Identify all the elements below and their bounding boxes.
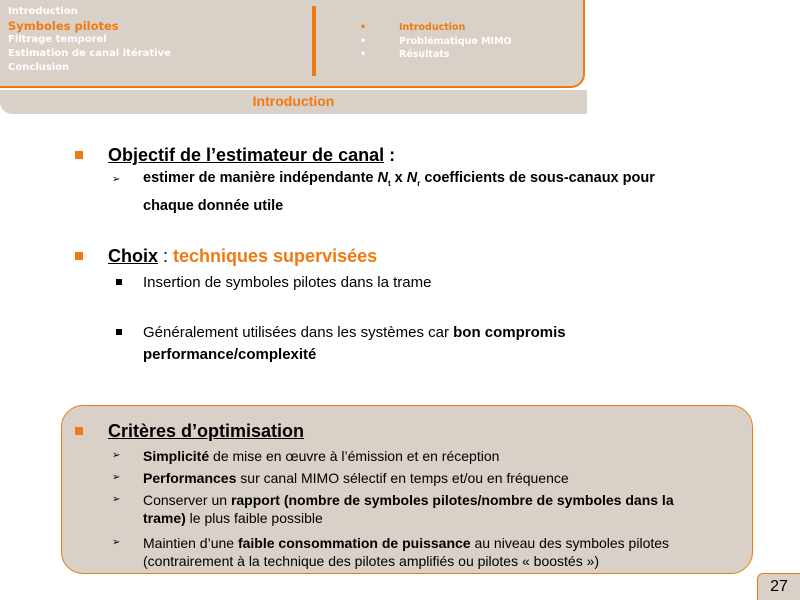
bullet-dot: • (360, 22, 367, 33)
toc-item-symboles-pilotes[interactable]: Symboles pilotes (8, 19, 119, 33)
objectif-description (143, 167, 655, 217)
critere-line2: (contrairement à la technique des pilotes amplifiés ou pilotes « boostés ») (143, 553, 600, 569)
critere-rapport (143, 491, 743, 527)
critere-bold: Simplicité (143, 448, 210, 464)
square-subbullet-icon (116, 279, 122, 285)
arrow-bullet-icon: ➢ (112, 537, 121, 548)
arrow-bullet-icon: ➢ (112, 472, 121, 483)
critere-simplicite (143, 447, 499, 465)
bullet-dot: • (360, 49, 367, 60)
critere-rest: sur canal MIMO sélectif en temps et/ou en fréquence (236, 470, 569, 486)
critere-bold: Performances (143, 470, 237, 486)
subsection-label: Résultats (399, 49, 450, 60)
criteres-title: Critères d’optimisation (108, 421, 305, 441)
nr-subscript: r (417, 178, 421, 188)
nr-symbol: N (406, 170, 418, 186)
square-bullet-icon (75, 151, 83, 159)
choix-item-generalement (143, 322, 566, 366)
toc-item-estimation-iterative[interactable]: Estimation de canal itérative (8, 48, 171, 59)
critere-bold: rapport (nombre de symboles pilotes/nombre de symboles dans la (230, 492, 674, 508)
arrow-bullet-icon: ➢ (112, 450, 121, 461)
objectif-desc-part1: estimer de manière indépendante (143, 170, 378, 186)
bullet-dot: • (360, 35, 367, 47)
critere-consommation (143, 534, 743, 570)
critere-bold2: trame) (143, 510, 186, 526)
objectif-desc-part2: coefficients de sous-canaux pour (420, 170, 655, 186)
nt-symbol: N (377, 170, 388, 186)
nt-subscript: t (387, 178, 391, 188)
toc-item-filtrage-temporel[interactable]: Filtrage temporel (8, 34, 107, 45)
subsection-label: Problématique MIMO (399, 35, 512, 47)
choix-title: Choix (108, 246, 159, 266)
choix-item-insertion: Insertion de symboles pilotes dans la trame (143, 274, 432, 291)
choix-colon: : (158, 246, 174, 266)
choix-item2-bold: bon compromis (453, 324, 566, 341)
choix-highlight: techniques supervisées (173, 246, 378, 266)
critere-pre: Conserver un (143, 492, 231, 508)
critere-pre: Maintien d’une (143, 535, 238, 551)
toc-item-introduction[interactable]: Introduction (8, 6, 78, 17)
choix-item2-line2: performance/complexité (143, 346, 317, 363)
page-number: 27 (757, 573, 800, 600)
arrow-bullet-icon: ➢ (112, 174, 121, 185)
arrow-bullet-icon: ➢ (112, 494, 121, 505)
times-symbol: x (390, 170, 407, 186)
objectif-colon: : (384, 145, 396, 165)
toc-item-conclusion[interactable]: Conclusion (8, 62, 70, 73)
square-bullet-icon (75, 252, 83, 260)
section-title: Introduction (252, 93, 335, 109)
critere-rest: de mise en œuvre à l’émission et en réception (209, 448, 500, 464)
square-bullet-icon (75, 427, 83, 435)
subsection-label: Introduction (399, 22, 466, 33)
objectif-desc-part3: chaque donnée utile (143, 197, 284, 214)
objectif-title: Objectif de l’estimateur de canal (108, 145, 385, 165)
square-subbullet-icon (116, 329, 122, 335)
choix-item2-pre: Généralement utilisées dans les systèmes car (143, 324, 454, 341)
critere-rest: au niveau des symboles pilotes (470, 535, 670, 551)
critere-performances (143, 469, 569, 487)
critere-rest: le plus faible possible (185, 510, 323, 526)
critere-bold: faible consommation de puissance (237, 535, 471, 551)
